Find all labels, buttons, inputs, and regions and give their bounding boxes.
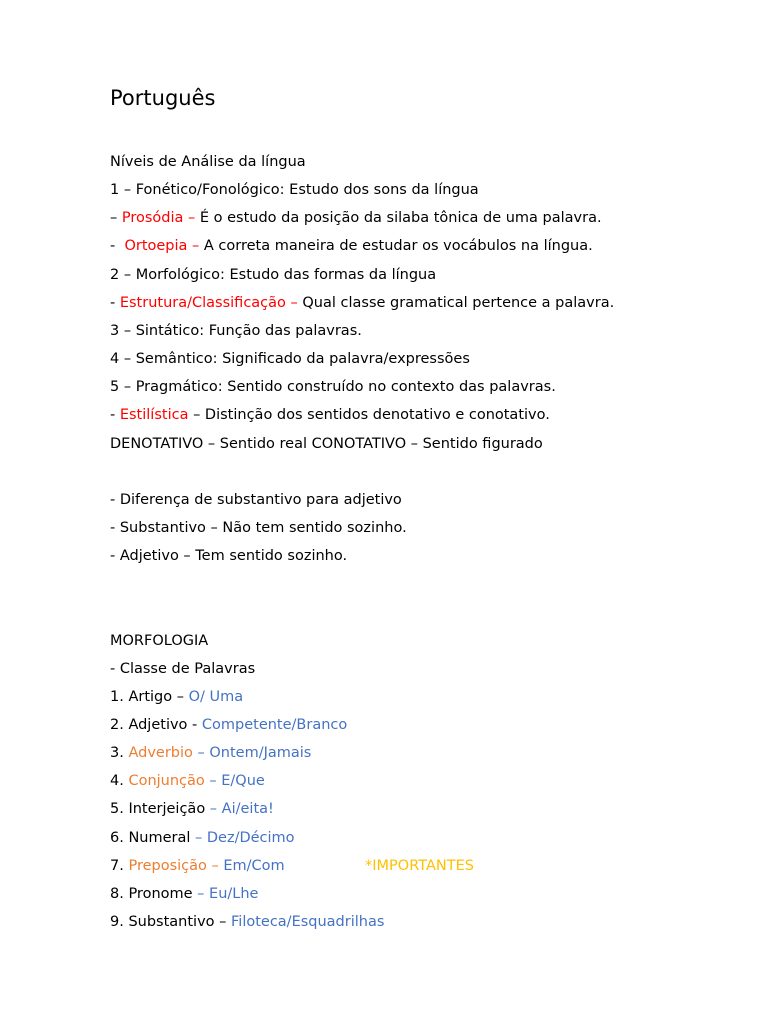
text-line (110, 771, 265, 791)
text-run: – Ontem/Jamais (192, 745, 312, 762)
text-run: Em/Com (223, 857, 285, 874)
text-run: Estilística (119, 407, 189, 424)
text-run: - (110, 407, 120, 424)
text-line (110, 236, 593, 256)
text-run: 1 – Fonético/Fonológico: Estudo dos sons da língua (110, 182, 479, 199)
text-line (110, 546, 347, 566)
text-run: - Diferença de substantivo para adjetivo (110, 491, 402, 508)
page-title: Português (110, 86, 216, 110)
text-run: 4 – Semântico: Significado da palavra/expressões (110, 351, 470, 368)
text-line (110, 884, 258, 904)
text-line (110, 799, 274, 819)
text-line (110, 659, 255, 679)
text-line (110, 912, 384, 932)
text-run: 2 – Morfológico: Estudo das formas da língua (110, 266, 437, 283)
text-run: - (110, 294, 120, 311)
text-run: Estrutura/Classificação – (119, 294, 298, 311)
text-run: 7. (110, 857, 129, 874)
text-line (110, 518, 407, 538)
text-run: Qual classe gramatical pertence a palavra. (297, 294, 615, 311)
text-run: A correta maneira de estudar os vocábulos na língua. (199, 238, 593, 255)
text-run: Níveis de Análise da língua (110, 154, 306, 170)
text-line (110, 321, 362, 341)
text-line (110, 743, 311, 763)
text-line (110, 405, 550, 425)
text-run: Conjunção (128, 773, 205, 790)
text-run: 2. Adjetivo - (110, 717, 202, 733)
text-run: O/ Uma (188, 688, 244, 705)
text-run: – Eu/Lhe (192, 885, 259, 902)
text-run: Competente/Branco (201, 717, 348, 733)
text-line (110, 265, 436, 285)
text-run: 3 – Sintático: Função das palavras. (110, 322, 362, 339)
text-line (110, 208, 602, 228)
text-run: 6. Numeral (110, 829, 191, 846)
text-line (110, 715, 347, 735)
text-line (110, 490, 402, 510)
text-run: 3. (110, 745, 129, 762)
text-run: - Adjetivo – Tem sentido sozinho. (110, 548, 348, 565)
text-run: 5. Interjeição (110, 801, 206, 818)
text-line (110, 828, 295, 848)
text-run: – E/Que (204, 773, 265, 790)
important-note: *IMPORTANTES (365, 857, 474, 874)
text-run: É o estudo da posição da silaba tônica de uma palavra. (195, 210, 602, 227)
text-run: Adverbio (128, 745, 193, 762)
text-run: 5 – Pragmático: Sentido construído no contexto das palavras. (110, 379, 556, 396)
text-line (110, 293, 614, 313)
text-run: Filoteca/Esquadrilhas (231, 914, 385, 931)
text-line (110, 687, 243, 707)
text-run: 4. (110, 773, 129, 790)
text-line (110, 152, 306, 172)
text-run: Prosódia – (121, 210, 196, 227)
text-run: – (110, 210, 122, 227)
text-line (110, 856, 474, 876)
text-run: – (206, 857, 224, 874)
text-line (110, 180, 479, 200)
text-line (110, 377, 556, 397)
text-run: MORFOLOGIA (110, 632, 209, 649)
text-run: Ortoepia – (124, 238, 200, 255)
text-run: DENOTATIVO – Sentido real CONOTATIVO – Sentido figurado (110, 435, 543, 452)
text-run: - Classe de Palavras (110, 660, 256, 677)
text-run: 8. Pronome (110, 885, 193, 902)
text-run: 1. Artigo – (110, 688, 189, 705)
text-run: Preposição (128, 857, 207, 874)
text-line (110, 434, 543, 454)
text-run: – Dez/Décimo (190, 829, 295, 846)
text-run: - (110, 238, 125, 255)
text-line (110, 631, 208, 651)
text-line (110, 349, 470, 369)
text-run: – Distinção dos sentidos denotativo e conotativo. (188, 407, 550, 424)
text-run: 9. Substantivo – (110, 914, 231, 931)
text-run: - Substantivo – Não tem sentido sozinho. (110, 519, 407, 536)
text-run: – Ai/eita! (205, 801, 274, 818)
